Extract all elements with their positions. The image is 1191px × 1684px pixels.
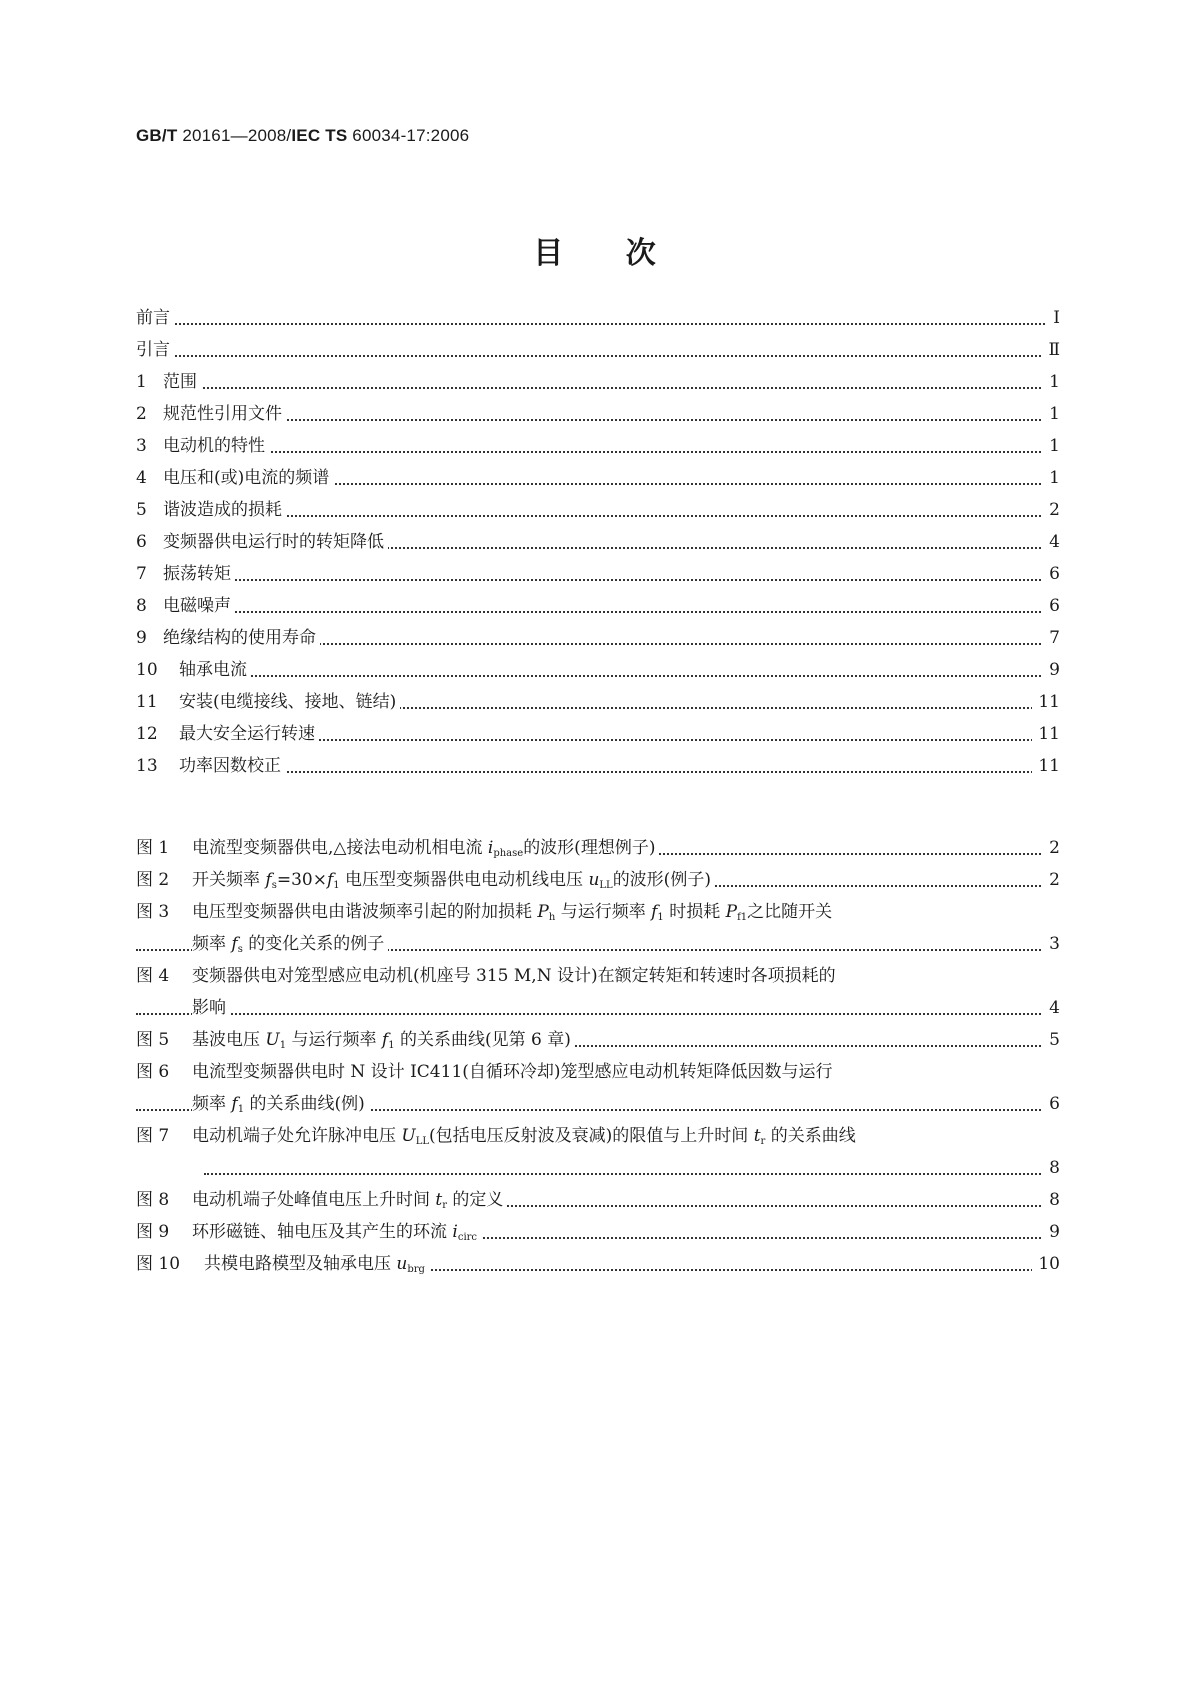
toc-row-figure-2[interactable] bbox=[136, 864, 1060, 896]
toc-entry-number: 8 bbox=[136, 596, 147, 616]
toc-entry-label: 图 5 基波电压 $U_1$ 与运行频率 $f_1$ 的关系曲线(见第 6 章) bbox=[136, 1024, 575, 1062]
toc-row-figure-4[interactable] bbox=[136, 960, 1060, 992]
toc-entry-label: 11 安装(电缆接线、接地、链结) bbox=[136, 686, 400, 718]
toc-figures bbox=[136, 832, 1060, 1280]
dot-leader bbox=[136, 579, 1060, 581]
dot-leader bbox=[136, 1013, 1060, 1015]
toc-row-chapter-4[interactable] bbox=[136, 462, 1060, 494]
toc-page-number: 11 bbox=[1032, 718, 1060, 750]
toc-entry-number: 图 6 bbox=[136, 1062, 170, 1082]
toc-row-figure-1[interactable] bbox=[136, 832, 1060, 864]
toc-entry-number: 9 bbox=[136, 628, 147, 648]
toc-row-chapter-1[interactable] bbox=[136, 366, 1060, 398]
toc-row-figure-4-cont[interactable] bbox=[136, 992, 1060, 1024]
dot-leader bbox=[136, 611, 1060, 613]
toc-page-number: 5 bbox=[1043, 1024, 1060, 1056]
toc-entry-number: 图 3 bbox=[136, 902, 170, 922]
toc-page-number: 6 bbox=[1043, 590, 1060, 622]
toc-entry-number: 图 8 bbox=[136, 1190, 170, 1210]
toc-entry-label: 图 3 电压型变频器供电由谐波频率引起的附加损耗 $P_h$ 与运行频率 $f_1$ 时损耗 $P_{f1}$之比随开关 bbox=[136, 896, 836, 934]
toc-entry-label: 图 6 电流型变频器供电时 N 设计 IC411(自循环冷却)笼型感应电动机转矩降低因数与运行 bbox=[136, 1056, 837, 1088]
toc-entry-label: 3 电动机的特性 bbox=[136, 430, 269, 462]
toc-row-figure-9[interactable] bbox=[136, 1216, 1060, 1248]
toc-row-chapter-10[interactable] bbox=[136, 654, 1060, 686]
toc-page-number: 8 bbox=[1043, 1152, 1060, 1184]
toc-entry-number: 图 9 bbox=[136, 1222, 170, 1242]
toc-entry-label: 图 9 环形磁链、轴电压及其产生的环流 $i_{circ}$ bbox=[136, 1216, 481, 1254]
toc-entry-label: 4 电压和(或)电流的频谱 bbox=[136, 462, 333, 494]
toc-page-number: 2 bbox=[1043, 864, 1060, 896]
toc-page-number: 1 bbox=[1043, 462, 1060, 494]
toc-page-number: 3 bbox=[1043, 928, 1060, 960]
toc-entry-label: 1 范围 bbox=[136, 366, 201, 398]
page-title: 目 次 bbox=[533, 236, 658, 271]
toc-entry-label: 图 2 开关频率 $f_s=30\times f_1$ 电压型变频器供电电动机线电压 $u_{LL}$的波形(例子) bbox=[136, 864, 715, 902]
toc-page-number: Ⅱ bbox=[1042, 334, 1060, 366]
toc-entry-number: 图 5 bbox=[136, 1030, 170, 1050]
toc-page-number: Ⅰ bbox=[1047, 302, 1060, 334]
toc-page-number: 6 bbox=[1043, 1088, 1060, 1120]
toc-row-chapter-11[interactable] bbox=[136, 686, 1060, 718]
toc-entry-number: 6 bbox=[136, 532, 147, 552]
toc-page-number: 11 bbox=[1032, 686, 1060, 718]
toc-entry-number: 图 2 bbox=[136, 870, 170, 890]
toc-entry-number: 图 4 bbox=[136, 966, 170, 986]
toc-page-number: 2 bbox=[1043, 494, 1060, 526]
toc-entry-label: 12 最大安全运行转速 bbox=[136, 718, 319, 750]
dot-leader bbox=[136, 355, 1060, 357]
dot-leader bbox=[136, 387, 1060, 389]
toc-row-figure-3[interactable] bbox=[136, 896, 1060, 928]
dot-leader bbox=[204, 1173, 1060, 1175]
toc-entry-number: 图 10 bbox=[136, 1254, 181, 1274]
toc-entry-label: 5 谐波造成的损耗 bbox=[136, 494, 286, 526]
toc-row-chapter-2[interactable] bbox=[136, 398, 1060, 430]
toc-page-number: 2 bbox=[1043, 832, 1060, 864]
toc-chapters bbox=[136, 302, 1060, 782]
toc-entry-label: 频率 $f_1$ 的关系曲线(例) bbox=[192, 1088, 369, 1126]
toc-entry-label: 图 4 变频器供电对笼型感应电动机(机座号 315 M,N 设计)在额定转矩和转速时各项损耗的 bbox=[136, 960, 840, 992]
toc-entry-number: 图 7 bbox=[136, 1126, 170, 1146]
toc-entry-label: 引言 bbox=[136, 334, 174, 366]
toc-entry-number: 7 bbox=[136, 564, 147, 584]
toc-entry-number: 2 bbox=[136, 404, 147, 424]
toc-entry-number: 13 bbox=[136, 756, 158, 776]
toc-row-chapter-6[interactable] bbox=[136, 526, 1060, 558]
toc-row-figure-3-cont[interactable] bbox=[136, 928, 1060, 960]
toc-entry-label: 频率 $f_s$ 的变化关系的例子 bbox=[192, 928, 388, 966]
toc-entry-label: 6 变频器供电运行时的转矩降低 bbox=[136, 526, 388, 558]
toc-row-figure-5[interactable] bbox=[136, 1024, 1060, 1056]
toc-entry-number: 5 bbox=[136, 500, 147, 520]
toc-page-number: 4 bbox=[1043, 526, 1060, 558]
toc-entry-label: 图 7 电动机端子处允许脉冲电压 $U_{LL}$(包括电压反射波及衰减)的限值与上升时间 $t_r$ 的关系曲线 bbox=[136, 1120, 860, 1158]
toc-entry-label: 13 功率因数校正 bbox=[136, 750, 285, 782]
toc-entry-label: 图 1 电流型变频器供电,△接法电动机相电流 $i_{phase}$的波形(理想例子) bbox=[136, 832, 659, 870]
toc-page-number: 1 bbox=[1043, 398, 1060, 430]
toc-row-chapter-8[interactable] bbox=[136, 590, 1060, 622]
toc-page-number: 9 bbox=[1043, 1216, 1060, 1248]
toc-row-chapter-5[interactable] bbox=[136, 494, 1060, 526]
toc-entry-label: 前言 bbox=[136, 302, 174, 334]
toc-row-figure-7-cont[interactable] bbox=[136, 1152, 1060, 1184]
toc-page-number: 11 bbox=[1032, 750, 1060, 782]
toc-entry-number: 图 1 bbox=[136, 838, 170, 858]
toc-page-number: 10 bbox=[1032, 1248, 1060, 1280]
toc-entry-number: 3 bbox=[136, 436, 147, 456]
toc-entry-label: 8 电磁噪声 bbox=[136, 590, 235, 622]
toc-row-figure-10[interactable] bbox=[136, 1248, 1060, 1280]
toc-row-chapter-3[interactable] bbox=[136, 430, 1060, 462]
toc-entry-label: 7 振荡转矩 bbox=[136, 558, 235, 590]
toc-row-chapter-12[interactable] bbox=[136, 718, 1060, 750]
toc-entry-label: 图 10 共模电路模型及轴承电压 $u_{brg}$ bbox=[136, 1248, 429, 1286]
toc-page-number: 1 bbox=[1043, 430, 1060, 462]
toc-entry-number: 1 bbox=[136, 372, 147, 392]
dot-leader bbox=[136, 451, 1060, 453]
toc-row-figure-8[interactable] bbox=[136, 1184, 1060, 1216]
toc-page-number: 4 bbox=[1043, 992, 1060, 1024]
toc-entry-number: 4 bbox=[136, 468, 147, 488]
toc-page-number: 7 bbox=[1043, 622, 1060, 654]
dot-leader bbox=[136, 675, 1060, 677]
toc-entry-number: 12 bbox=[136, 724, 158, 744]
toc-entry-label: 图 8 电动机端子处峰值电压上升时间 $t_r$ 的定义 bbox=[136, 1184, 507, 1222]
toc-row-figure-7[interactable] bbox=[136, 1120, 1060, 1152]
toc-entry-label: 10 轴承电流 bbox=[136, 654, 251, 686]
toc-entry-number: 11 bbox=[136, 692, 158, 712]
toc-page-number: 8 bbox=[1043, 1184, 1060, 1216]
toc-row-figure-6-cont[interactable] bbox=[136, 1088, 1060, 1120]
toc-row-figure-6[interactable] bbox=[136, 1056, 1060, 1088]
document-code: GB/T 20161—2008/IEC TS 60034-17:2006 bbox=[136, 126, 470, 145]
toc-entry-label: 影响 bbox=[192, 992, 230, 1024]
toc-row-chapter-7[interactable] bbox=[136, 558, 1060, 590]
toc-row-chapter-13[interactable] bbox=[136, 750, 1060, 782]
toc-row-chapter-9[interactable] bbox=[136, 622, 1060, 654]
dot-leader bbox=[136, 323, 1060, 325]
toc-page-number: 6 bbox=[1043, 558, 1060, 590]
toc-row-introduction[interactable] bbox=[136, 334, 1060, 366]
toc-entry-label: 2 规范性引用文件 bbox=[136, 398, 286, 430]
toc-page-number: 1 bbox=[1043, 366, 1060, 398]
toc-entry-number: 10 bbox=[136, 660, 158, 680]
toc-row-preface[interactable] bbox=[136, 302, 1060, 334]
toc-page-number: 9 bbox=[1043, 654, 1060, 686]
toc-entry-label: 9 绝缘结构的使用寿命 bbox=[136, 622, 320, 654]
